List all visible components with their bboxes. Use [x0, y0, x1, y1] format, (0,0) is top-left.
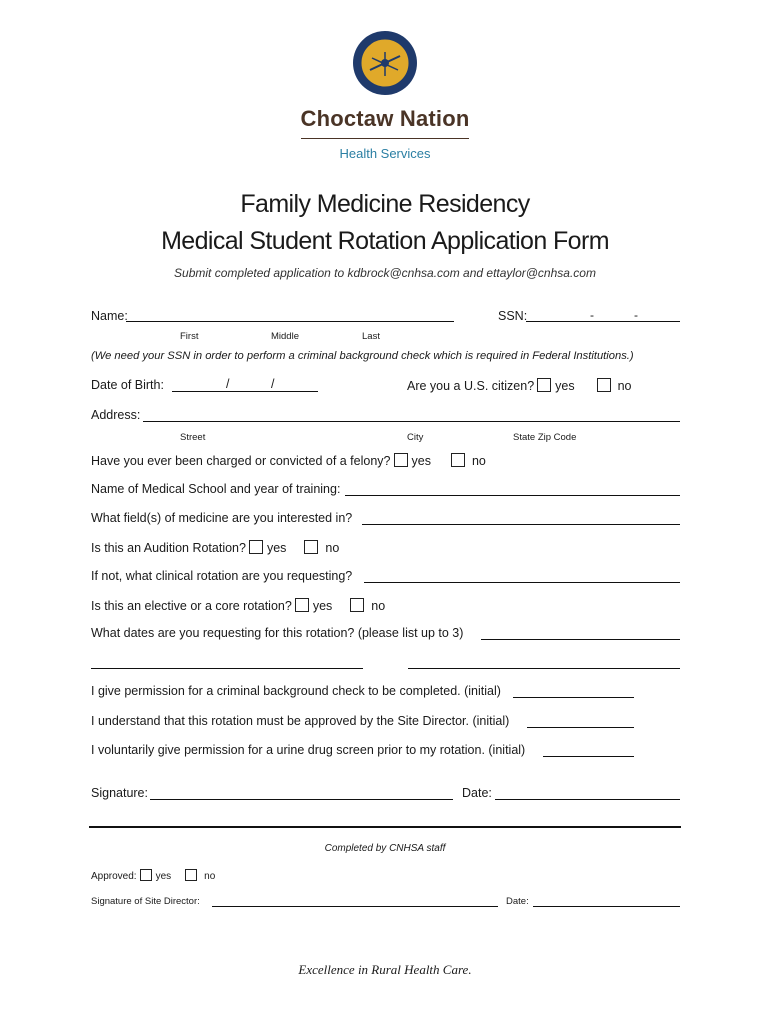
address-state-zip-caption: State Zip Code: [513, 432, 577, 443]
director-approval-text: I understand that this rotation must be approved by the Site Director. (initial): [91, 714, 510, 728]
dob-slash-2: /: [271, 377, 275, 391]
citizen-yes-label: yes: [555, 379, 575, 393]
elective-yes-label: yes: [312, 599, 333, 613]
audition-yes-checkbox[interactable]: [249, 540, 263, 554]
dob-input-line[interactable]: [172, 391, 318, 392]
audition-question: Is this an Audition Rotation?: [91, 541, 246, 555]
address-label: Address:: [91, 408, 141, 422]
perm-background-initial-line[interactable]: [513, 697, 634, 698]
clinical-row: [91, 569, 352, 583]
clinical-question: If not, what clinical rotation are you requesting?: [91, 569, 353, 583]
dob-row: [91, 378, 164, 392]
director-date-input-line[interactable]: [533, 906, 680, 907]
elective-row: [91, 598, 385, 613]
felony-no-label: no: [471, 454, 486, 468]
felony-question: Have you ever been charged or convicted of a felony?: [91, 454, 391, 468]
ssn-dash-2: -: [634, 308, 638, 322]
submit-note: Submit completed application to kdbrock@cnhsa.com and ettaylor@cnhsa.com: [174, 266, 596, 280]
approved-no-label: no: [204, 871, 216, 882]
signature-label: Signature:: [91, 786, 148, 800]
approved-row: [91, 869, 215, 882]
perm-drug-text: I voluntarily give permission for a urine drug screen prior to my rotation. (initial): [91, 743, 526, 757]
dates-input-line-2[interactable]: [91, 668, 363, 669]
name-label: Name:: [91, 309, 128, 323]
form-title-line1: Family Medicine Residency: [240, 190, 530, 218]
address-input-line[interactable]: [143, 421, 680, 422]
school-input-line[interactable]: [345, 495, 680, 496]
felony-row: [91, 453, 486, 468]
audition-no-checkbox[interactable]: [304, 540, 318, 554]
perm-background-row: [91, 684, 501, 698]
choctaw-seal: [352, 30, 418, 96]
approved-no-checkbox[interactable]: [185, 869, 197, 881]
elective-no-label: no: [371, 599, 386, 613]
ssn-input-line[interactable]: [526, 321, 680, 322]
signature-input-line[interactable]: [150, 799, 453, 800]
audition-no-label: no: [325, 541, 340, 555]
org-name: Choctaw Nation: [300, 106, 470, 131]
staff-heading: Completed by CNHSA staff: [324, 843, 446, 854]
name-last-caption: Last: [362, 331, 380, 342]
citizen-question: Are you a U.S. citizen?: [407, 379, 535, 393]
signature-date-input-line[interactable]: [495, 799, 680, 800]
ssn-note: (We need your SSN in order to perform a criminal background check which is required in Federal Institutions.): [91, 350, 634, 362]
address-street-caption: Street: [180, 432, 206, 443]
elective-yes-checkbox[interactable]: [295, 598, 309, 612]
approved-yes-label: yes: [155, 871, 172, 882]
elective-question: Is this an elective or a core rotation?: [91, 599, 292, 613]
audition-yes-label: yes: [266, 541, 287, 555]
citizen-no-checkbox[interactable]: [597, 378, 611, 392]
director-signature-label: Signature of Site Director:: [91, 896, 200, 907]
perm-drug-row: [91, 743, 525, 757]
audition-row: [91, 540, 339, 555]
signature-row: [91, 786, 148, 800]
ssn-dash-1: -: [590, 308, 594, 322]
director-approval-row: [91, 714, 509, 728]
dates-input-line-3[interactable]: [408, 668, 680, 669]
address-city-caption: City: [407, 432, 424, 443]
field-question: What field(s) of medicine are you interested in?: [91, 511, 353, 525]
signature-date-label: Date:: [462, 786, 492, 800]
org-subname: Health Services: [339, 146, 431, 161]
dob-slash-1: /: [226, 377, 230, 391]
name-row: [91, 309, 128, 323]
field-row: [91, 511, 352, 525]
felony-yes-label: yes: [411, 454, 431, 468]
school-row: [91, 482, 340, 496]
citizen-row: [407, 378, 632, 393]
dates-input-line-1[interactable]: [481, 639, 680, 640]
citizen-yes-checkbox[interactable]: [537, 378, 551, 392]
dates-question: What dates are you requesting for this rotation? (please list up to 3): [91, 626, 464, 640]
clinical-input-line[interactable]: [364, 582, 680, 583]
address-row: [91, 408, 140, 422]
dob-label: Date of Birth:: [91, 378, 164, 392]
director-date-label: Date:: [506, 896, 529, 907]
dates-row: [91, 626, 463, 640]
org-divider: [301, 138, 469, 139]
approved-yes-checkbox[interactable]: [140, 869, 152, 881]
form-title-line2: Medical Student Rotation Application Form: [161, 227, 609, 255]
staff-section-divider: [89, 826, 681, 828]
elective-no-checkbox[interactable]: [350, 598, 364, 612]
name-first-caption: First: [180, 331, 199, 342]
citizen-no-label: no: [617, 379, 632, 393]
footer-tagline: Excellence in Rural Health Care.: [298, 962, 472, 977]
felony-yes-checkbox[interactable]: [394, 453, 408, 467]
director-signature-input-line[interactable]: [212, 906, 498, 907]
field-input-line[interactable]: [362, 524, 680, 525]
school-question: Name of Medical School and year of training:: [91, 482, 341, 496]
perm-drug-initial-line[interactable]: [543, 756, 634, 757]
director-approval-initial-line[interactable]: [527, 727, 634, 728]
approved-label: Approved:: [91, 871, 137, 882]
ssn-label: SSN:: [498, 309, 528, 323]
perm-background-text: I give permission for a criminal background check to be completed. (initial): [91, 684, 501, 698]
felony-no-checkbox[interactable]: [451, 453, 465, 467]
name-middle-caption: Middle: [271, 331, 299, 342]
name-input-line[interactable]: [126, 321, 454, 322]
